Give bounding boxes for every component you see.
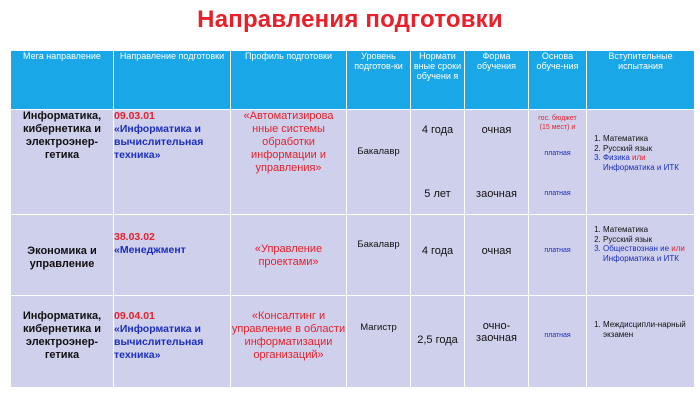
exam-option: Обществознан ие (603, 244, 670, 253)
exam-option: Физика (603, 153, 630, 162)
table-row (11, 296, 695, 388)
term-cell: 4 года (411, 215, 465, 296)
profile-cell: «Консалтинг и управление в области информатизации организаций» (231, 296, 347, 388)
exam-item: 1. Междисципли-нарный экзамен (603, 320, 694, 339)
header-norm: Нормати вные сроки обучени я (411, 51, 465, 110)
level-cell: Бакалавр (347, 215, 411, 296)
page-title: Направления подготовки (197, 6, 503, 33)
direction-code: 09.04.01 (114, 310, 155, 322)
header-basis: Основа обуче-ния (529, 51, 587, 110)
mega-cell: Информатика, кибернетика и электроэнер-гетика (11, 110, 114, 215)
direction-cell (114, 215, 231, 296)
direction-name: «Информатика и вычислительная техника» (114, 323, 204, 361)
direction-name: «Менеджмент (114, 244, 186, 256)
form-cell: очно-заочная (465, 296, 529, 388)
exam-option: Информатика и ИТК (603, 253, 679, 263)
basis-paid-extramural: платная (544, 190, 571, 197)
exams-list (587, 320, 694, 339)
basis-cell: платная (529, 215, 587, 296)
header-direction: Направление подготовки (114, 51, 231, 110)
basis-cell: платная (529, 296, 587, 388)
level-cell: Магистр (347, 296, 411, 388)
level-cell (347, 110, 411, 215)
mega-cell: Экономика и управление (11, 215, 114, 296)
header-profile: Профиль подготовки (231, 51, 347, 110)
form-extramural: заочная (476, 188, 517, 200)
direction-code: 38.03.02 (114, 231, 155, 243)
profile-cell: «Автоматизирова нные системы обработки информации и управления» (231, 110, 347, 215)
basis-budget: гос. бюджет (15 мест) и (538, 115, 577, 131)
level-text: Бакалавр (357, 146, 400, 157)
exams-cell (587, 110, 695, 215)
term-cell: 2,5 года (411, 296, 465, 388)
exam-item: 1. Математика (603, 134, 694, 144)
direction-cell (114, 296, 231, 388)
exam-item: 1. Математика (603, 225, 694, 235)
exams-list (587, 225, 694, 263)
table-row (11, 110, 695, 215)
exam-option: Информатика и ИТК (603, 162, 679, 172)
profile-cell: «Управление проектами» (231, 215, 347, 296)
exam-item (603, 244, 694, 263)
exam-item: 2. Русский язык (603, 235, 694, 245)
programs-table (10, 50, 695, 388)
exams-list (587, 134, 694, 172)
mega-cell: Информатика, кибернетика и электроэнер-гетика (11, 296, 114, 388)
form-cell (465, 110, 529, 215)
exams-cell (587, 215, 695, 296)
header-exams: Вступительные испытания (587, 51, 695, 110)
exam-item (603, 153, 694, 172)
direction-name: «Информатика и вычислительная техника» (114, 123, 204, 161)
direction-code: 09.03.01 (114, 110, 155, 122)
term-fulltime: 4 года (421, 124, 454, 136)
header-form: Форма обучения (465, 51, 529, 110)
header-level: Уровень подготов-ки (347, 51, 411, 110)
exam-or: или (671, 244, 685, 253)
header-row (11, 51, 695, 110)
basis-paid: платная (544, 150, 571, 157)
exam-item: 2. Русский язык (603, 144, 694, 154)
basis-cell (529, 110, 587, 215)
form-cell: очная (465, 215, 529, 296)
exam-or: или (632, 153, 646, 162)
term-cell (411, 110, 465, 215)
direction-cell (114, 110, 231, 215)
exams-cell (587, 296, 695, 388)
table-row (11, 215, 695, 296)
header-mega: Мега направление (11, 51, 114, 110)
form-fulltime: очная (481, 124, 512, 136)
term-extramural: 5 лет (424, 188, 451, 200)
